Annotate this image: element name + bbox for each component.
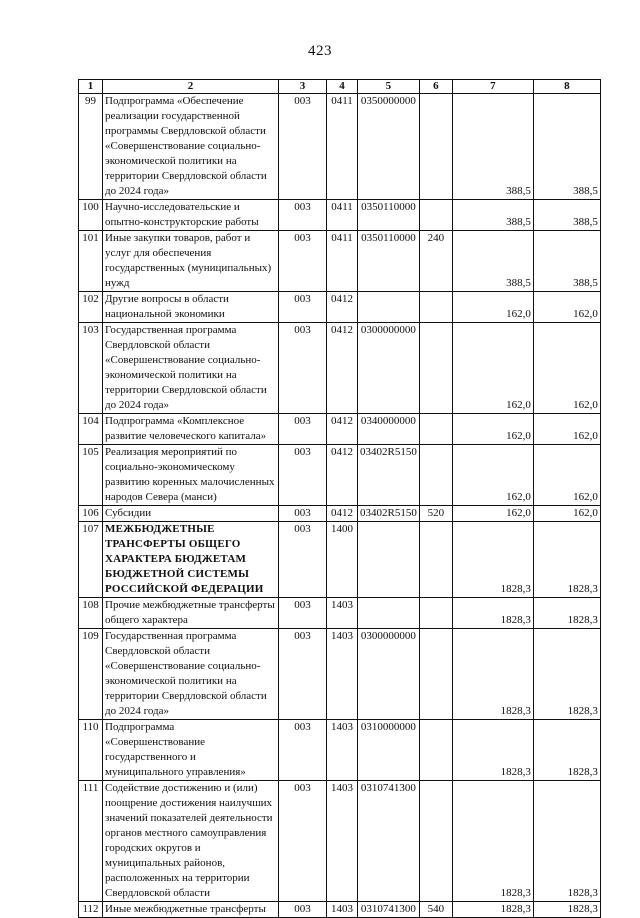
table-row	[79, 94, 601, 200]
row-number-cell: 112	[79, 902, 103, 918]
amount-cell-8: 162,0	[533, 414, 600, 445]
code-cell-4: 0411	[327, 200, 358, 231]
amount-cell-7: 388,5	[452, 94, 533, 200]
code-cell-4: 1403	[327, 781, 358, 902]
budget-table	[78, 79, 601, 918]
code-cell-6	[419, 522, 452, 598]
code-cell-5: 0300000000	[358, 629, 420, 720]
header-cell: 1	[79, 80, 103, 94]
amount-cell-8: 388,5	[533, 231, 600, 292]
row-number-cell: 99	[79, 94, 103, 200]
table-row	[79, 506, 601, 522]
amount-cell-7: 1828,3	[452, 781, 533, 902]
item-name-cell: Научно-исследовательские и опытно-конструкторские работы	[103, 200, 279, 231]
code-cell-4: 0411	[327, 94, 358, 200]
code-cell-5	[358, 292, 420, 323]
code-cell-3: 003	[279, 94, 327, 200]
table-row	[79, 200, 601, 231]
amount-cell-7: 1828,3	[452, 902, 533, 918]
table-row	[79, 720, 601, 781]
table-row	[79, 902, 601, 918]
row-number-cell: 107	[79, 522, 103, 598]
header-cell: 7	[452, 80, 533, 94]
amount-cell-7: 1828,3	[452, 629, 533, 720]
amount-cell-8: 1828,3	[533, 720, 600, 781]
item-name-cell: Иные межбюджетные трансферты	[103, 902, 279, 918]
row-number-cell: 108	[79, 598, 103, 629]
code-cell-6: 520	[419, 506, 452, 522]
amount-cell-8: 162,0	[533, 506, 600, 522]
amount-cell-7: 388,5	[452, 200, 533, 231]
code-cell-3: 003	[279, 231, 327, 292]
code-cell-6	[419, 781, 452, 902]
code-cell-4: 1403	[327, 902, 358, 918]
code-cell-4: 0411	[327, 231, 358, 292]
code-cell-6	[419, 292, 452, 323]
header-cell: 5	[358, 80, 420, 94]
code-cell-3: 003	[279, 414, 327, 445]
row-number-cell: 102	[79, 292, 103, 323]
row-number-cell: 106	[79, 506, 103, 522]
amount-cell-7: 162,0	[452, 323, 533, 414]
code-cell-4: 0412	[327, 323, 358, 414]
code-cell-4: 1403	[327, 629, 358, 720]
row-number-cell: 110	[79, 720, 103, 781]
code-cell-4: 1403	[327, 598, 358, 629]
header-cell: 8	[533, 80, 600, 94]
code-cell-5	[358, 598, 420, 629]
code-cell-5: 03402R5150	[358, 506, 420, 522]
code-cell-6	[419, 200, 452, 231]
item-name-cell: Содействие достижению и (или) поощрение достижения наилучших значений показателей деятельности органов местного самоуправления городских округов и муниципальных районов, расположенных на территории Свердловской области	[103, 781, 279, 902]
code-cell-6	[419, 94, 452, 200]
code-cell-3: 003	[279, 200, 327, 231]
code-cell-4: 1400	[327, 522, 358, 598]
amount-cell-7: 162,0	[452, 414, 533, 445]
row-number-cell: 103	[79, 323, 103, 414]
amount-cell-7: 162,0	[452, 506, 533, 522]
item-name-cell: Подпрограмма «Комплексное развитие человеческого капитала»	[103, 414, 279, 445]
amount-cell-8: 1828,3	[533, 522, 600, 598]
code-cell-6: 240	[419, 231, 452, 292]
code-cell-5: 0310741300	[358, 902, 420, 918]
code-cell-6	[419, 414, 452, 445]
code-cell-4: 1403	[327, 720, 358, 781]
code-cell-4: 0412	[327, 292, 358, 323]
code-cell-3: 003	[279, 598, 327, 629]
page-number: 423	[308, 43, 332, 59]
row-number-cell: 105	[79, 445, 103, 506]
code-cell-3: 003	[279, 506, 327, 522]
code-cell-3: 003	[279, 323, 327, 414]
amount-cell-8: 1828,3	[533, 902, 600, 918]
table-row	[79, 522, 601, 598]
row-number-cell: 109	[79, 629, 103, 720]
item-name-cell: Подпрограмма «Обеспечение реализации государственной программы Свердловской области «Совершенствование социально-экономической политики на территории Свердловской области до 2024 года»	[103, 94, 279, 200]
header-cell: 4	[327, 80, 358, 94]
table-row	[79, 323, 601, 414]
row-number-cell: 100	[79, 200, 103, 231]
row-number-cell: 111	[79, 781, 103, 902]
table-row	[79, 629, 601, 720]
item-name-cell: Иные закупки товаров, работ и услуг для обеспечения государственных (муниципальных) нужд	[103, 231, 279, 292]
code-cell-3: 003	[279, 522, 327, 598]
code-cell-5	[358, 522, 420, 598]
code-cell-6	[419, 629, 452, 720]
code-cell-4: 0412	[327, 506, 358, 522]
amount-cell-7: 1828,3	[452, 720, 533, 781]
table-row	[79, 414, 601, 445]
header-cell: 3	[279, 80, 327, 94]
item-name-cell: Другие вопросы в области национальной экономики	[103, 292, 279, 323]
code-cell-5: 0350110000	[358, 231, 420, 292]
code-cell-3: 003	[279, 445, 327, 506]
code-cell-4: 0412	[327, 445, 358, 506]
amount-cell-8: 162,0	[533, 292, 600, 323]
item-name-cell: Прочие межбюджетные трансферты общего характера	[103, 598, 279, 629]
code-cell-3: 003	[279, 720, 327, 781]
code-cell-5: 0310741300	[358, 781, 420, 902]
code-cell-5: 0300000000	[358, 323, 420, 414]
code-cell-6	[419, 598, 452, 629]
amount-cell-8: 1828,3	[533, 598, 600, 629]
code-cell-6	[419, 323, 452, 414]
amount-cell-7: 388,5	[452, 231, 533, 292]
item-name-cell: Государственная программа Свердловской области «Совершенствование социально-экономической политики на территории Свердловской области до 2024 года»	[103, 323, 279, 414]
amount-cell-7: 1828,3	[452, 598, 533, 629]
table-row	[79, 292, 601, 323]
amount-cell-8: 1828,3	[533, 781, 600, 902]
code-cell-5: 03402R5150	[358, 445, 420, 506]
amount-cell-7: 162,0	[452, 445, 533, 506]
amount-cell-8: 388,5	[533, 200, 600, 231]
amount-cell-8: 388,5	[533, 94, 600, 200]
header-cell: 6	[419, 80, 452, 94]
table-row	[79, 781, 601, 902]
table-row	[79, 598, 601, 629]
amount-cell-7: 162,0	[452, 292, 533, 323]
code-cell-3: 003	[279, 781, 327, 902]
code-cell-5: 0310000000	[358, 720, 420, 781]
item-name-cell: Субсидии	[103, 506, 279, 522]
code-cell-4: 0412	[327, 414, 358, 445]
table-header-row	[79, 80, 601, 94]
item-name-cell: Подпрограмма «Совершенствование государственного и муниципального управления»	[103, 720, 279, 781]
row-number-cell: 104	[79, 414, 103, 445]
code-cell-3: 003	[279, 902, 327, 918]
item-name-cell: Государственная программа Свердловской области «Совершенствование социально-экономической политики на территории Свердловской области до 2024 года»	[103, 629, 279, 720]
item-name-cell: МЕЖБЮДЖЕТНЫЕ ТРАНСФЕРТЫ ОБЩЕГО ХАРАКТЕРА БЮДЖЕТАМ БЮДЖЕТНОЙ СИСТЕМЫ РОССИЙСКОЙ ФЕДЕРАЦИИ	[103, 522, 279, 598]
amount-cell-8: 1828,3	[533, 629, 600, 720]
code-cell-5: 0340000000	[358, 414, 420, 445]
header-cell: 2	[103, 80, 279, 94]
code-cell-6	[419, 445, 452, 506]
amount-cell-8: 162,0	[533, 445, 600, 506]
code-cell-5: 0350000000	[358, 94, 420, 200]
code-cell-5: 0350110000	[358, 200, 420, 231]
amount-cell-7: 1828,3	[452, 522, 533, 598]
code-cell-6	[419, 720, 452, 781]
item-name-cell: Реализация мероприятий по социально-экономическому развитию коренных малочисленных народов Севера (манси)	[103, 445, 279, 506]
table-row	[79, 231, 601, 292]
code-cell-6: 540	[419, 902, 452, 918]
amount-cell-8: 162,0	[533, 323, 600, 414]
table-row	[79, 445, 601, 506]
row-number-cell: 101	[79, 231, 103, 292]
code-cell-3: 003	[279, 292, 327, 323]
code-cell-3: 003	[279, 629, 327, 720]
